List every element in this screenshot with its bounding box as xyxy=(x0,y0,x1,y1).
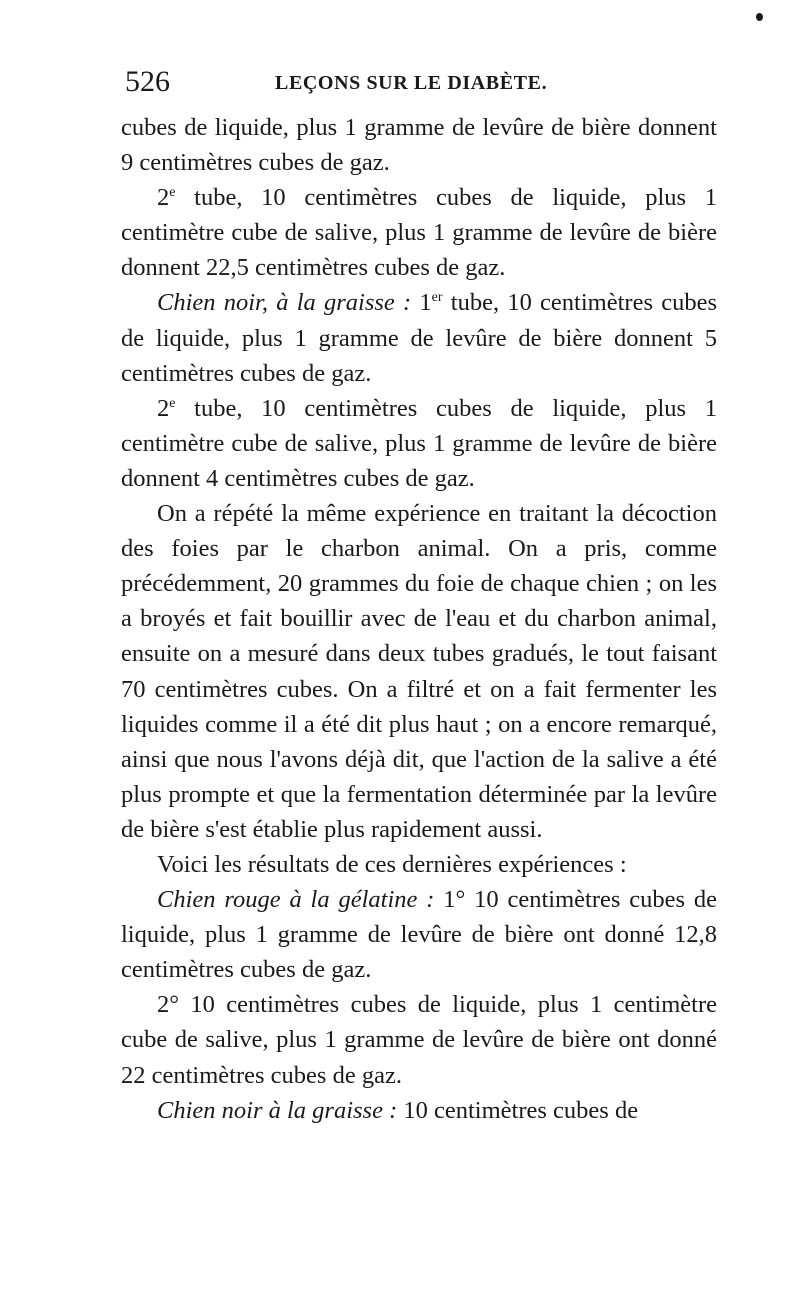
page-body xyxy=(121,110,717,1128)
ink-spot xyxy=(756,13,763,21)
paragraph-text: tube, 10 centimètres cubes de liquide, plus 1 centimètre cube de salive, plus 1 gramme de levûre de bière donnent 22,5 centimètres cubes de gaz. xyxy=(121,184,717,282)
page-header xyxy=(125,62,705,102)
page-number: 526 xyxy=(125,65,170,98)
paragraph xyxy=(121,882,717,987)
paragraph xyxy=(121,1093,717,1128)
ordinal: 2 xyxy=(157,394,170,422)
paragraph xyxy=(121,987,717,1092)
ordinal-suffix: er xyxy=(431,290,443,306)
ordinal-suffix: e xyxy=(169,185,176,201)
paragraph-text: 2° 10 centimètres cubes de liquide, plus 1 centimètre cube de salive, plus 1 gramme de levûre de bière ont donné 22 centimètres cubes de gaz. xyxy=(121,991,717,1089)
paragraph-text: On a répété la même expérience en traitant la décoction des foies par le charbon animal. On a pris, comme précédemment, 20 grammes du foie de chaque chien ; on les a broyés et fait bouillir avec de l'eau et du charbon animal, ensuite on a mesuré dans deux tubes gradués, le tout faisant 70 centimètres cubes. On a filtré et on a fait fermenter les liquides comme il a été dit plus haut ; on a encore remarqué, ainsi que nous l'avons déjà dit, que l'action de la salive a été plus prompte et que la fermentation déterminée par la levûre de bière s'est établie plus rapidement aussi. xyxy=(121,500,717,843)
paragraph xyxy=(121,110,717,180)
running-title: LEÇONS SUR LE DIABÈTE. xyxy=(275,72,548,94)
ordinal-suffix: e xyxy=(169,395,176,411)
paragraph-text: 10 centimètres cubes de xyxy=(397,1096,639,1124)
paragraph-text: tube, 10 centimètres cubes de liquide, plus 1 gramme de levûre de bière donnent 5 centimètres cubes de gaz. xyxy=(121,289,717,387)
paragraph-text: cubes de liquide, plus 1 gramme de levûre de bière donnent 9 centimètres cubes de gaz. xyxy=(121,114,717,177)
ordinal: 2 xyxy=(157,184,170,212)
ordinal: 1 xyxy=(411,289,432,317)
paragraph xyxy=(121,285,717,390)
paragraph-text: tube, 10 centimètres cubes de liquide, plus 1 centimètre cube de salive, plus 1 gramme de levûre de bière donnent 4 centimètres cubes de gaz. xyxy=(121,394,717,492)
specimen-label: Chien noir à la graisse : xyxy=(157,1096,398,1124)
paragraph xyxy=(121,180,717,285)
specimen-label: Chien noir, à la graisse : xyxy=(157,289,412,317)
paragraph xyxy=(121,847,717,882)
paragraph-text: Voici les résultats de ces dernières expériences : xyxy=(157,850,627,878)
paragraph xyxy=(121,391,717,496)
paragraph-text: 1° 10 centimètres cubes de liquide, plus 1 gramme de levûre de bière ont donné 12,8 centimètres cubes de gaz. xyxy=(121,886,717,984)
specimen-label: Chien rouge à la gélatine : xyxy=(157,886,435,914)
paragraph xyxy=(121,496,717,847)
